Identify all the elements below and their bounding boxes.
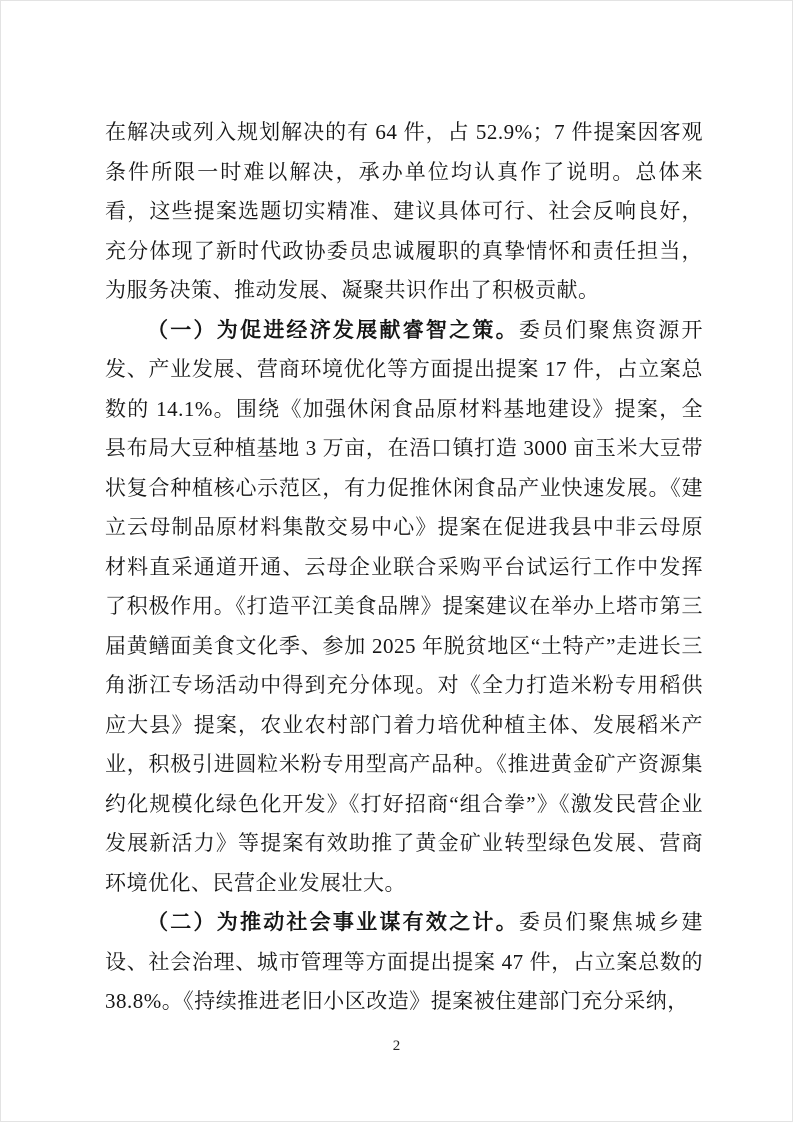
page-number: 2	[392, 1038, 401, 1054]
paragraph-overview	[105, 113, 703, 311]
paragraph-section-1-text: 委员们聚焦资源开发、产业发展、营商环境优化等方面提出提案 17 件，占立案总数的 14.1%。围绕《加强休闲食品原材料基地建设》提案，全县布局大豆种植基地 3 万亩，在浯口镇打造 3000 亩玉米大豆带状复合种植核心示范区，有力促推休闲食品产业快速发展。《建立云母制品原材料集散交易中心》提案在促进我县中非云母原材料直采通道开通、云母企业联合采购平台试运行工作中发挥了积极作用。《打造平江美食品牌》提案建议在举办上塔市第三届黄鳝面美食文化季、参加 2025 年脱贫地区“土特产”走进长三角浙江专场活动中得到充分体现。对《全力打造米粉专用稻供应大县》提案，农业农村部门着力培优种植主体、发展稻米产业，积极引进圆粒米粉专用型高产品种。《推进黄金矿产资源集约化规模化绿色化开发》《打好招商“组合拳”》《激发民营企业发展新活力》等提案有效助推了黄金矿业转型绿色发展、营商环境优化、民营企业发展壮大。	[105, 317, 704, 895]
paragraph-section-2-heading: （二）为推动社会事业谋有效之计。	[147, 910, 519, 934]
paragraph-section-1	[105, 311, 703, 904]
paragraph-section-1-heading: （一）为促进经济发展献睿智之策。	[147, 317, 519, 342]
paragraph-section-2	[105, 903, 703, 1022]
paragraph-section-2-text: 委员们聚焦城乡建设、社会治理、城市管理等方面提出提案 47 件，占立案总数的 38.8%。《持续推进老旧小区改造》提案被住建部门充分采纳，	[105, 910, 704, 1013]
paragraph-overview-text: 在解决或列入规划解决的有 64 件，占 52.9%；7 件提案因客观条件所限一时难以解决，承办单位均认真作了说明。总体来看，这些提案选题切实精准、建议具体可行、社会反响良好，充分体现了新时代政协委员忠诚履职的真挚情怀和责任担当，为服务决策、推动发展、凝聚共识作出了积极贡献。	[105, 120, 703, 302]
document-content	[105, 113, 703, 1022]
